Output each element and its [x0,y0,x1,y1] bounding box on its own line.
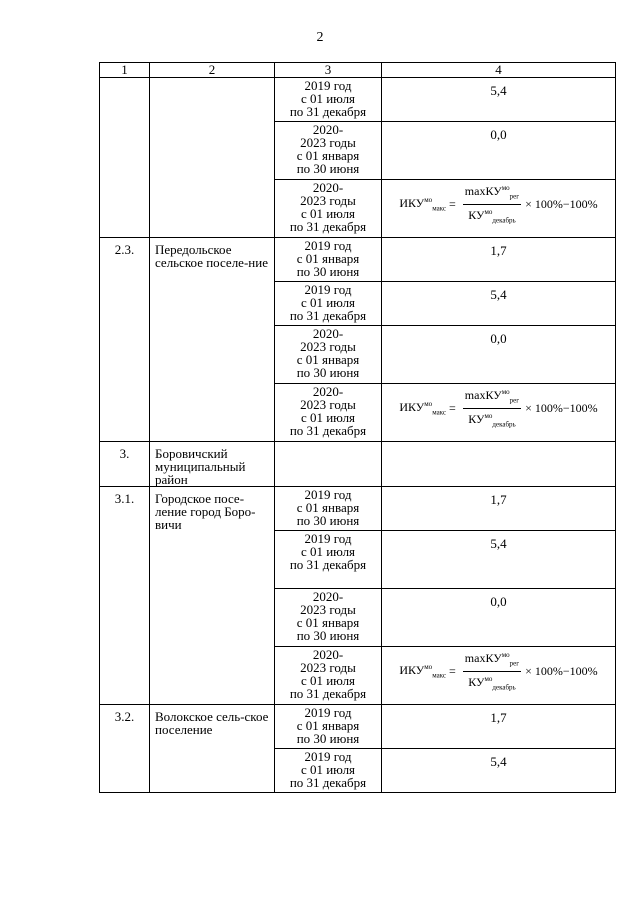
period-line: по 30 июня [296,731,360,746]
index-value-cell [382,78,616,122]
formula-den-sub: декабрь [492,683,516,692]
period-line: 2023 годы [300,339,356,354]
formula-lhs-sup: мо [424,196,433,205]
formula-den: КУ [468,412,485,427]
formula-lhs: ИКУ [399,196,425,211]
index-value-cell [382,531,616,589]
period-line: 2020- [312,589,344,604]
settlement-name: Волокское сель-ское поселение [150,705,275,793]
period-line: по 31 декабря [289,557,367,572]
index-value: 1,7 [490,710,507,725]
period-line: 2019 год [304,531,352,546]
period-line: с 01 июля [300,295,356,310]
settlement-name: Боровичский муниципальный район [150,442,275,487]
period-line: по 31 декабря [289,104,367,119]
period-line: с 01 января [296,352,360,367]
index-value-cell [382,487,616,531]
formula-den-sub: декабрь [492,420,516,429]
formula-num-sub: рег [509,659,520,668]
formula-lhs-sub: макс [432,408,447,417]
period-cell [275,180,382,238]
formula-num: maxКУ [464,184,502,198]
formula-num: maxКУ [464,388,502,402]
period-line: 2023 годы [300,660,356,675]
period-cell [275,705,382,749]
period-line: по 31 декабря [289,423,367,438]
period-line: 2023 годы [300,193,356,208]
settlement-name: Городское посе-ление город Боро-вичи [150,487,275,705]
index-value: 5,4 [490,536,507,551]
period-line: 2019 год [304,282,352,297]
period-line: 2019 год [304,238,352,253]
formula-lhs-sup: мо [424,400,433,409]
period-line: по 31 декабря [289,219,367,234]
period-line: с 01 января [296,500,360,515]
period-line: по 31 декабря [289,308,367,323]
formula-den: КУ [468,675,485,690]
index-value-cell [382,326,616,384]
period-line: с 01 января [296,148,360,163]
formula-tail: × 100%−100% [525,401,598,416]
period-cell [275,238,382,282]
index-value: 5,4 [490,83,507,98]
period-cell [275,384,382,442]
row-number: 3.2. [100,705,150,793]
period-cell [275,749,382,793]
index-value-cell [382,589,616,647]
column-header: 1 [100,63,150,78]
formula-eq: = [449,664,456,679]
formula-lhs-sub: макс [432,204,447,213]
formula-den-sub: декабрь [492,216,516,225]
table-row [100,487,616,531]
formula-num-sup: мо [501,388,510,396]
formula-den-sup: мо [484,412,493,421]
period-line: по 31 декабря [289,686,367,701]
period-cell [275,442,382,487]
formula-eq: = [449,197,456,212]
period-line: 2019 год [304,487,352,502]
period-cell [275,78,382,122]
period-line: по 30 июня [296,161,360,176]
index-value: 0,0 [490,594,507,609]
formula-den: КУ [468,208,485,223]
index-value-cell [382,238,616,282]
formula-num-sub: рег [509,192,520,201]
tariff-table [99,62,616,793]
period-cell [275,531,382,589]
formula-num: maxКУ [464,651,502,665]
index-value-cell [382,749,616,793]
header-row [100,63,616,78]
period-cell [275,282,382,326]
period-line: 2020- [312,180,344,195]
table-row [100,705,616,749]
formula-num-sup: мо [501,184,510,192]
column-header: 4 [382,63,616,78]
period-cell [275,647,382,705]
settlement-name: Передольское сельское поселе-ние [150,238,275,442]
row-number: 3.1. [100,487,150,705]
settlement-name [150,78,275,238]
period-line: с 01 января [296,251,360,266]
index-value-cell [382,442,616,487]
formula-fraction [463,649,521,695]
index-value: 0,0 [490,331,507,346]
period-line: с 01 июля [300,544,356,559]
period-line: 2019 год [304,78,352,93]
index-value: 5,4 [490,754,507,769]
period-line: с 01 июля [300,762,356,777]
table-row [100,78,616,122]
formula-tail: × 100%−100% [525,664,598,679]
period-line: 2020- [312,647,344,662]
formula-den-sup: мо [484,208,493,217]
index-value-cell [382,384,616,442]
row-number: 2.3. [100,238,150,442]
index-value: 0,0 [490,127,507,142]
period-line: по 30 июня [296,628,360,643]
formula-eq: = [449,401,456,416]
period-line: 2019 год [304,749,352,764]
period-cell [275,487,382,531]
period-line: с 01 июля [300,91,356,106]
formula-den-sup: мо [484,675,493,684]
period-line: 2019 год [304,705,352,720]
period-line: 2020- [312,326,344,341]
index-value: 1,7 [490,492,507,507]
formula-lhs: ИКУ [399,663,425,678]
index-value-cell [382,282,616,326]
period-line: 2023 годы [300,397,356,412]
index-value: 1,7 [490,243,507,258]
period-cell [275,122,382,180]
index-value-cell [382,705,616,749]
formula-num-sup: мо [501,651,510,659]
formula-fraction [463,386,521,432]
index-value-cell [382,122,616,180]
period-line: с 01 января [296,615,360,630]
period-line: 2020- [312,122,344,137]
formula-tail: × 100%−100% [525,197,598,212]
index-value: 5,4 [490,287,507,302]
ikumax-formula [382,647,615,695]
ikumax-formula [382,384,615,432]
index-value-cell [382,180,616,238]
column-header: 2 [150,63,275,78]
page-number: 2 [316,30,324,45]
period-line: по 30 июня [296,513,360,528]
formula-lhs-sup: мо [424,663,433,672]
formula-lhs: ИКУ [399,400,425,415]
ikumax-formula [382,180,615,228]
period-line: 2020- [312,384,344,399]
column-header: 3 [275,63,382,78]
period-line: по 31 декабря [289,775,367,790]
table-row [100,238,616,282]
formula-lhs-sub: макс [432,671,447,680]
period-cell [275,589,382,647]
period-line: с 01 июля [300,206,356,221]
period-line: с 01 января [296,718,360,733]
period-line: по 30 июня [296,264,360,279]
table-row [100,442,616,487]
formula-fraction [463,182,521,228]
period-cell [275,326,382,384]
row-number: 3. [100,442,150,487]
period-line: 2023 годы [300,602,356,617]
period-line: по 30 июня [296,365,360,380]
period-line: с 01 июля [300,410,356,425]
formula-num-sub: рег [509,396,520,405]
period-line: 2023 годы [300,135,356,150]
period-line: с 01 июля [300,673,356,688]
index-value-cell [382,647,616,705]
row-number [100,78,150,238]
